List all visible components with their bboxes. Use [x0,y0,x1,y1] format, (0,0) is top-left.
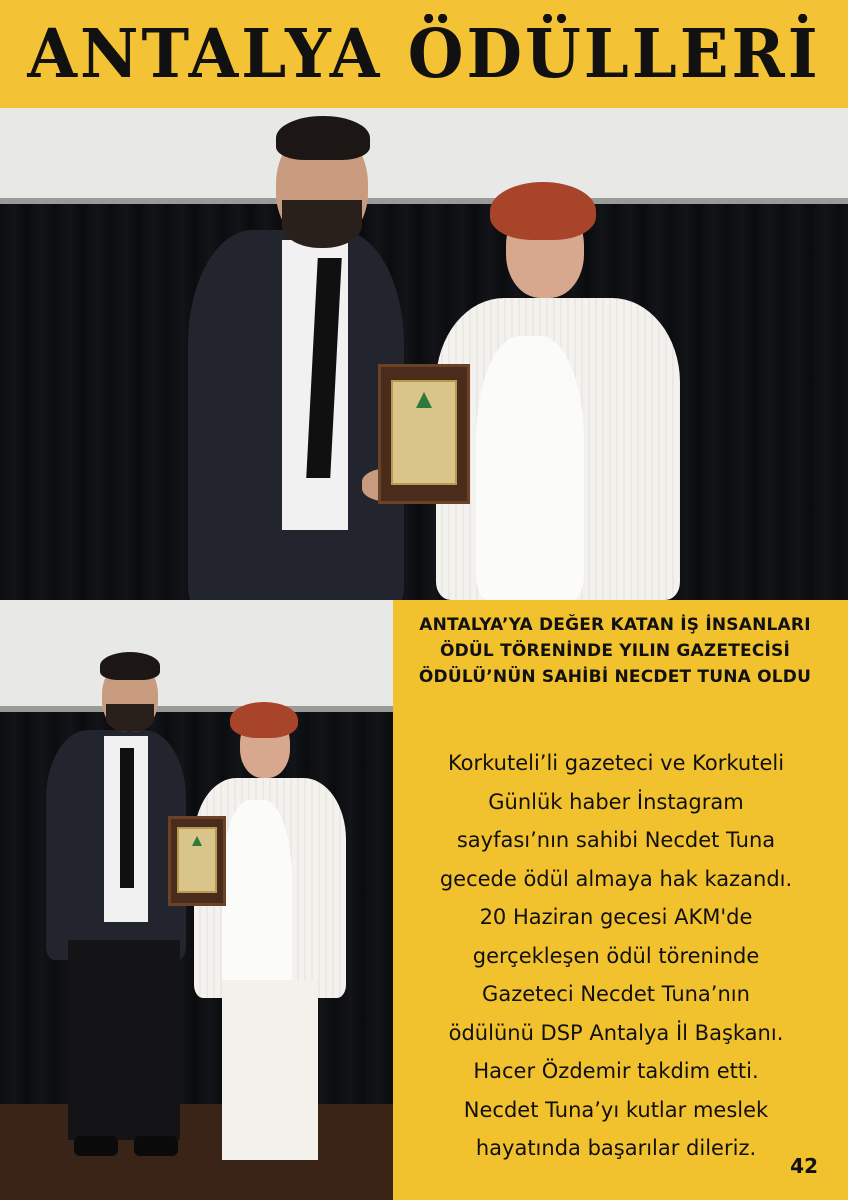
body-line: gerçekleşen ödül töreninde [472,943,760,968]
award-photo-top [0,108,848,600]
body-line: 20 Haziran gecesi AKM'de [479,905,753,929]
body-line: sayfası’nın sahibi Necdet Tuna [456,828,776,852]
award-plaque [378,364,470,504]
body-line: Hacer Özdemir takdim etti. [473,1059,759,1083]
page-title: ANTALYA ÖDÜLLERİ [27,14,821,94]
body-line: Günlük haber İnstagram [488,789,744,814]
page-number: 42 [790,1154,818,1178]
body-line: Gazeteci Necdet Tuna’nın [482,982,750,1006]
photo-wall [0,600,393,708]
award-plaque [168,816,226,906]
article-body [396,744,836,1168]
title-banner [0,0,848,108]
body-line: gecede ödül almaya hak kazandı. [439,866,793,891]
body-line: Korkuteli’li gazeteci ve Korkuteli [447,751,785,775]
award-photo-bottom [0,600,393,1200]
body-line: Necdet Tuna’yı kutlar meslek [463,1097,769,1122]
stage-floor [0,1104,393,1200]
body-line: ödülünü DSP Antalya İl Başkanı. [448,1020,784,1045]
photo-wall [0,108,848,200]
tree-emblem-icon [416,392,432,408]
article-headline: ANTALYA’YA DEĞER KATAN İŞ İNSANLARI ÖDÜL TÖRENİNDE YILIN GAZETECİSİ ÖDÜLÜ’NÜN SAHİBİ NECDET TUNA OLDU [418,615,812,687]
body-line: hayatında başarılar dileriz. [475,1136,757,1160]
tree-emblem-icon [192,836,202,846]
